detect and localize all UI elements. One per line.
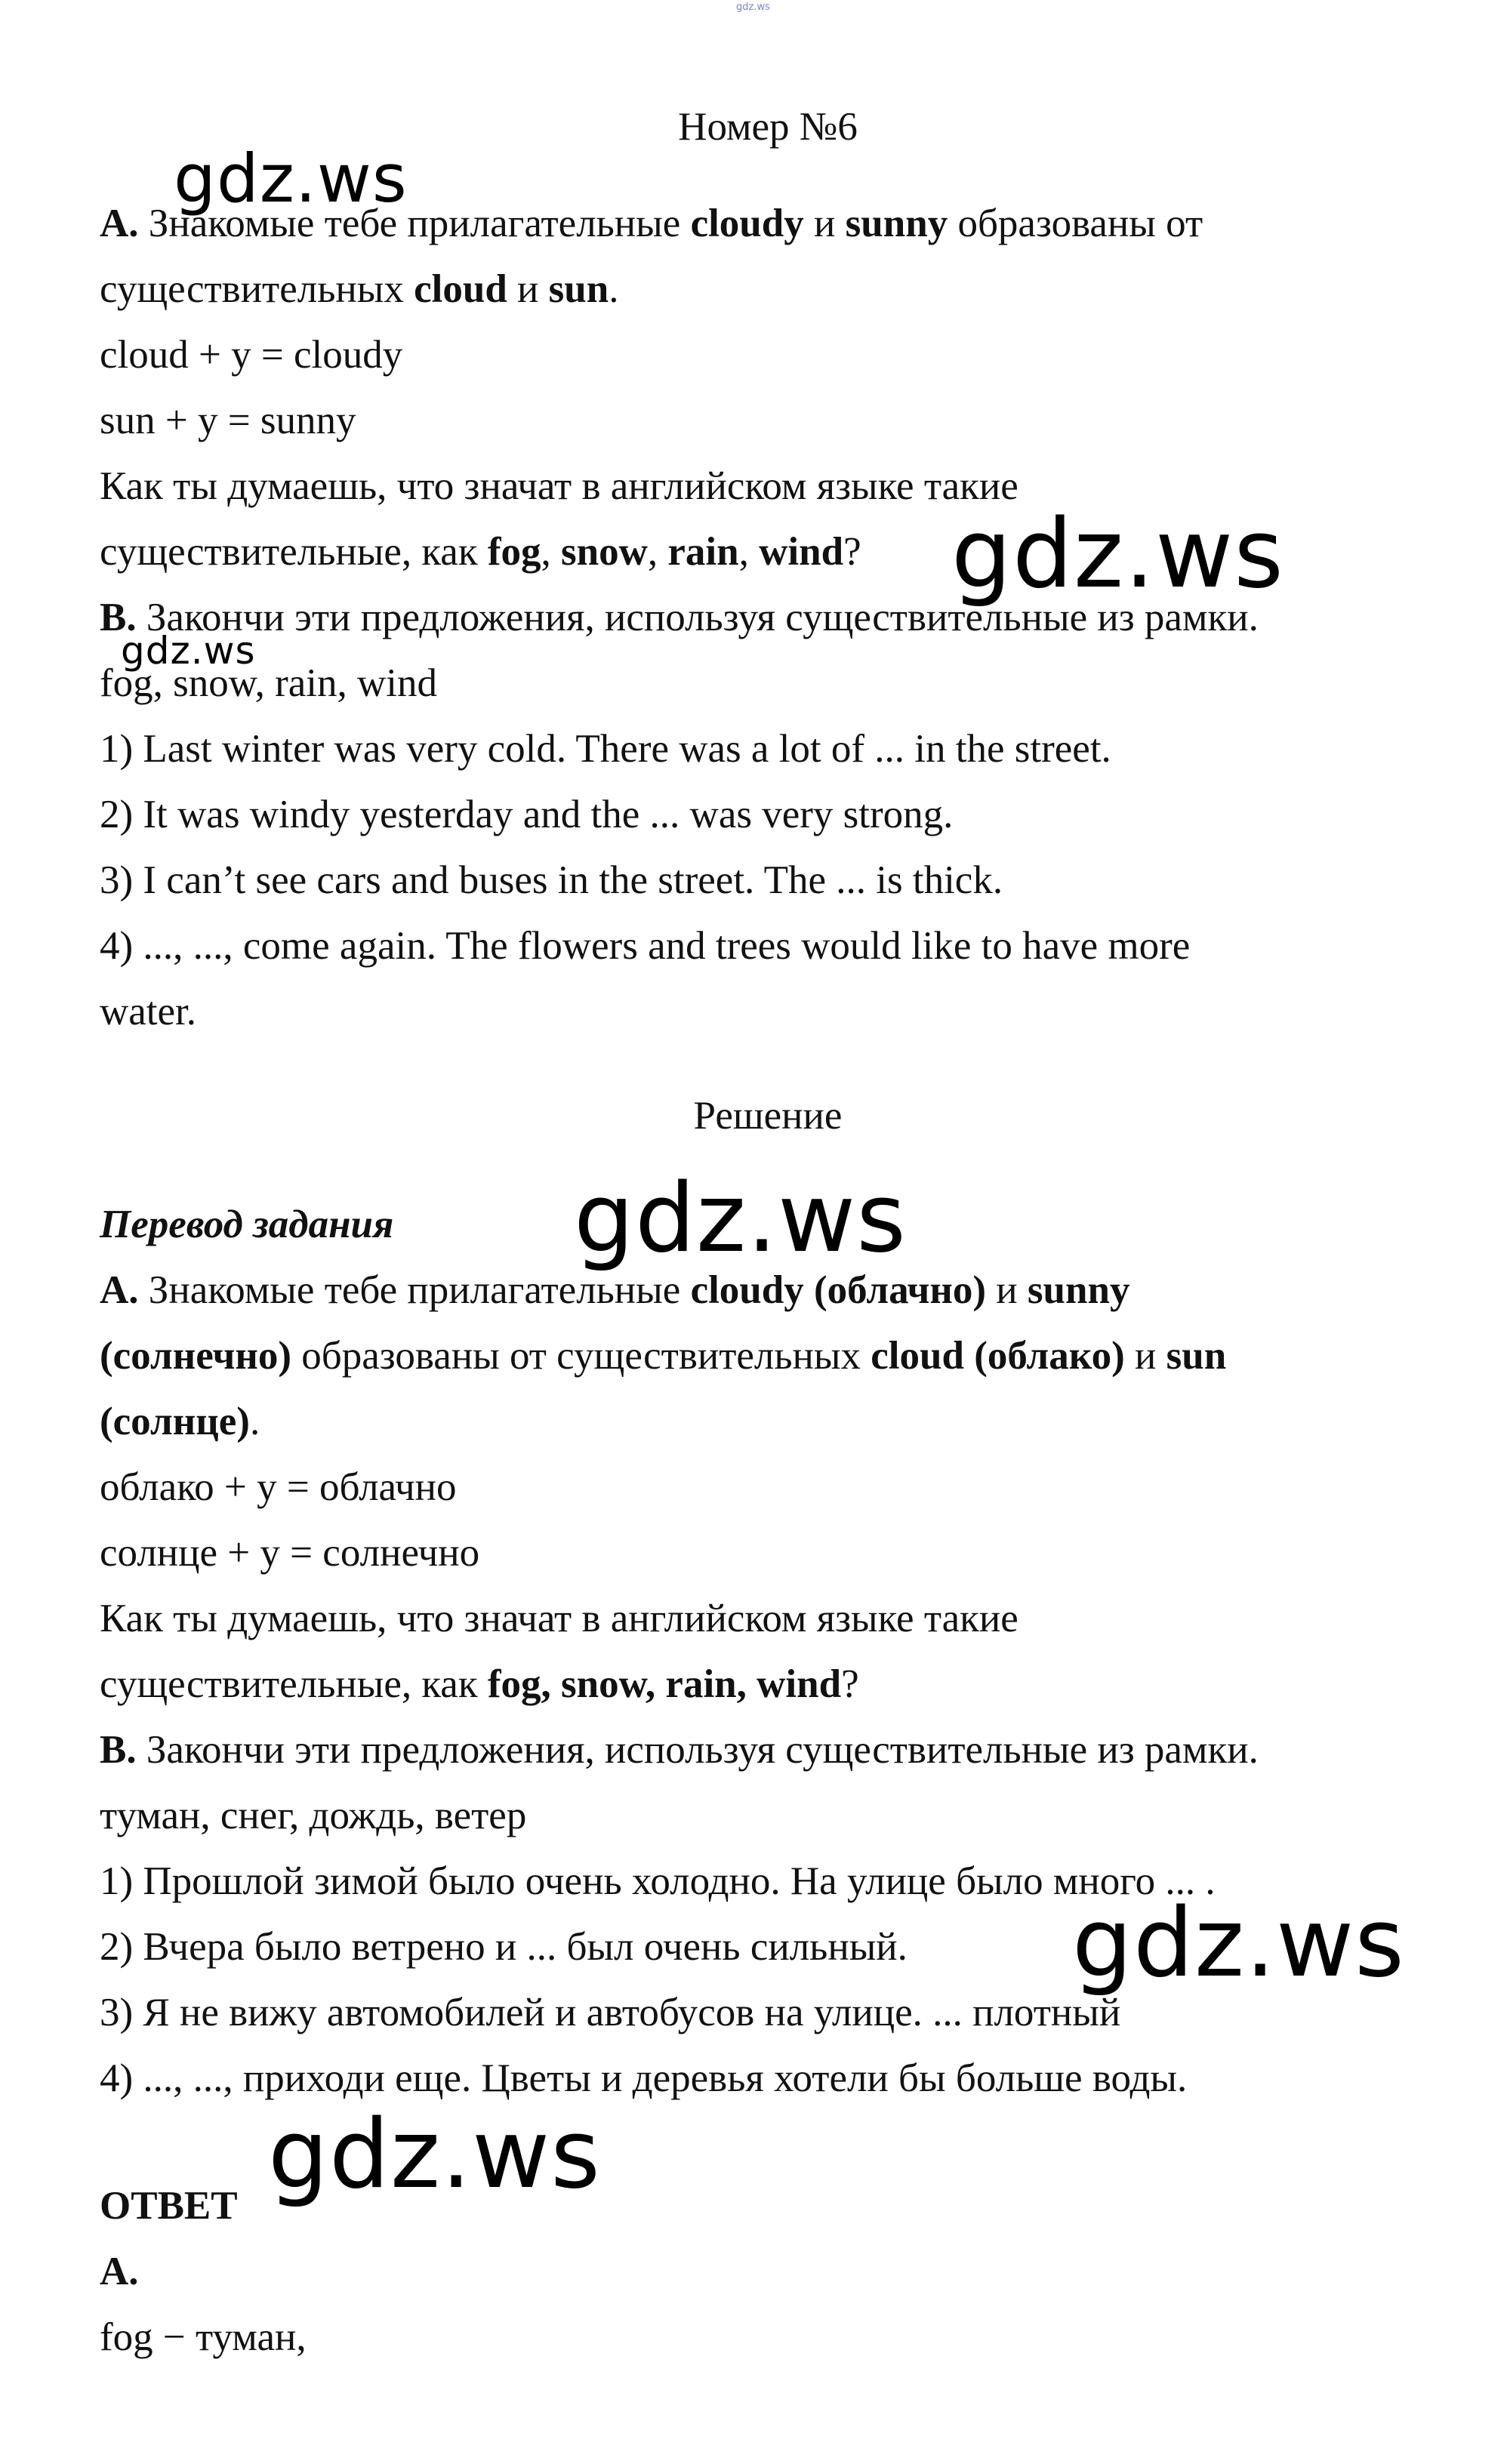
sentence-4-line2: water. <box>100 990 197 1033</box>
solution-equation-2: солнце + y = солнечно <box>100 1531 480 1575</box>
solution-equation-1: облако + y = облачно <box>100 1465 457 1509</box>
watermark: gdz.ws <box>268 2099 601 2210</box>
task-b-line: B. Закончи эти предложения, используя существительные из рамки. <box>100 596 1259 639</box>
page-title: Номер №6 <box>678 105 858 149</box>
solution-b-line: B. Закончи эти предложения, используя существительные из рамки. <box>100 1728 1259 1772</box>
solution-box-words: туман, снег, дождь, ветер <box>100 1794 527 1837</box>
watermark: gdz.ws <box>174 140 408 217</box>
solution-a-line2: (солнечно) образованы от существительных cloud (облако) и sun <box>100 1334 1227 1378</box>
task-a-line1: A. Знакомые тебе прилагательные cloudy и sunny образованы от <box>100 202 1203 245</box>
solution-sentence-1: 1) Прошлой зимой было очень холодно. На улице было много ... . <box>100 1859 1216 1903</box>
answer-a-label: A. <box>100 2250 139 2293</box>
watermark: gdz.ws <box>951 498 1284 609</box>
task-question-line2: существительные, как fog, snow, rain, wind? <box>100 530 861 574</box>
translation-heading: Перевод задания <box>100 1203 394 1246</box>
solution-question-line2: существительные, как fog, snow, rain, wind? <box>100 1662 859 1706</box>
task-box-words: fog, snow, rain, wind <box>100 661 438 705</box>
solution-question-line1: Как ты думаешь, что значат в английском языке такие <box>100 1597 1018 1640</box>
sentence-3: 3) I can’t see cars and buses in the street. The ... is thick. <box>100 858 1003 902</box>
solution-sentence-4: 4) ..., ..., приходи еще. Цветы и деревья хотели бы больше воды. <box>100 2056 1188 2100</box>
solution-heading: Решение <box>693 1094 843 1138</box>
sentence-4-line1: 4) ..., ..., come again. The flowers and trees would like to have more <box>100 924 1191 968</box>
solution-sentence-2: 2) Вчера было ветрено и ... был очень сильный. <box>100 1925 908 1969</box>
equation-cloudy: cloud + y = cloudy <box>100 333 403 377</box>
top-watermark: gdz.ws <box>736 2 770 13</box>
answer-heading: ОТВЕТ <box>100 2184 238 2228</box>
solution-a-line3: (солнце). <box>100 1400 260 1443</box>
sentence-1: 1) Last winter was very cold. There was a lot of ... in the street. <box>100 727 1111 771</box>
sentence-2: 2) It was windy yesterday and the ... was very strong. <box>100 793 954 836</box>
solution-sentence-3: 3) Я не вижу автомобилей и автобусов на улице. ... плотный <box>100 1991 1121 2034</box>
equation-sunny: sun + y = sunny <box>100 399 356 442</box>
answer-line-1: fog − туман, <box>100 2315 307 2359</box>
watermark: gdz.ws <box>121 629 256 673</box>
task-a-line2: существительных cloud и sun. <box>100 267 619 311</box>
solution-a-line1: A. Знакомые тебе прилагательные cloudy (облачно) и sunny <box>100 1268 1130 1312</box>
watermark: gdz.ws <box>1072 1887 1405 1998</box>
watermark: gdz.ws <box>574 1163 907 1274</box>
task-question-line1: Как ты думаешь, что значат в английском языке такие <box>100 464 1018 508</box>
